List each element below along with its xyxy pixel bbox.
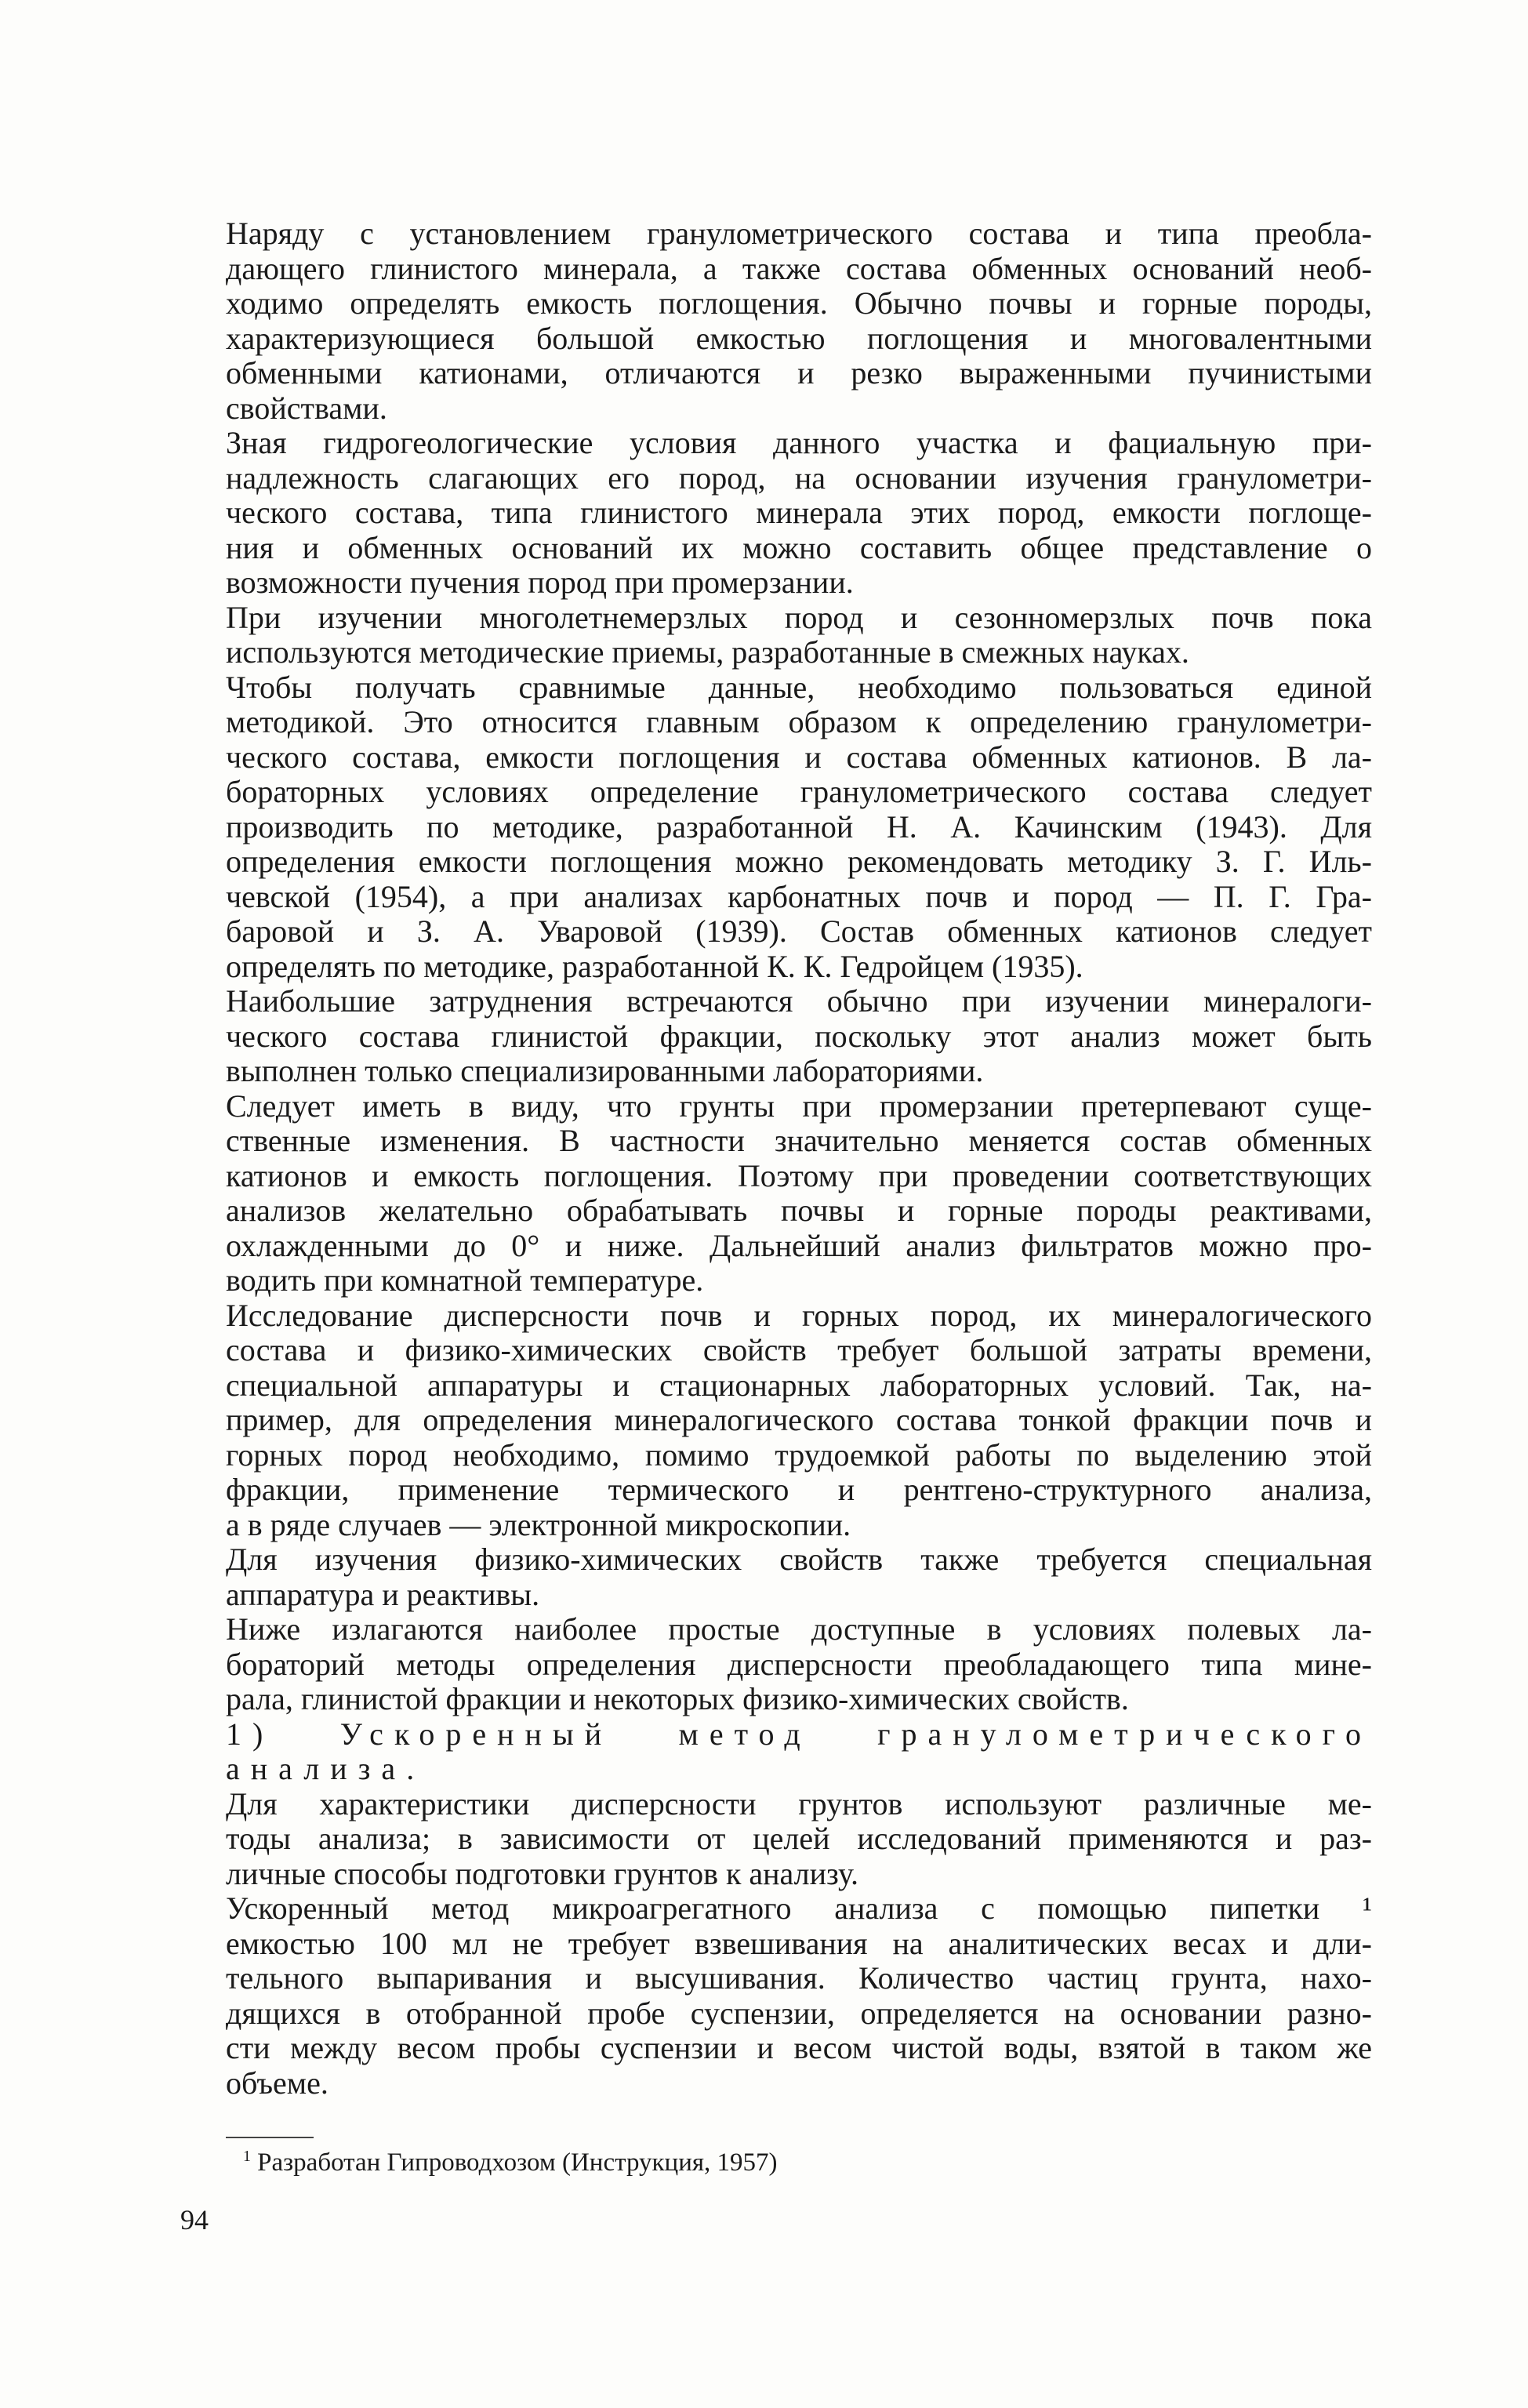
text-line: ческого состава, типа глинистого минерала этих пород, емкости поглоще-: [226, 495, 1372, 530]
footnote-mark: 1: [243, 2148, 251, 2165]
text-line: Наряду с установлением гранулометрического состава и типа преобла-: [226, 216, 1372, 251]
text-line: анализов желательно обрабатывать почвы и горные породы реактивами,: [226, 1193, 1372, 1228]
text-line: Для изучения физико-химических свойств также требуется специальная: [226, 1542, 1372, 1577]
text-line: водить при комнатной температуре.: [226, 1262, 704, 1298]
text-line: Ниже излагаются наиболее простые доступные в условиях полевых ла-: [226, 1611, 1372, 1647]
paragraph: [226, 1089, 1372, 1298]
text-line: При изучении многолетнемерзлых пород и сезонномерзлых почв пока: [226, 599, 1372, 635]
text-line: Следует иметь в виду, что грунты при промерзании претерпевают суще-: [226, 1088, 1372, 1124]
text-line: охлажденными до 0° и ниже. Дальнейший анализ фильтратов можно про-: [226, 1227, 1372, 1263]
text-line: чевской (1954), а при анализах карбонатных почв и пород — П. Г. Гра-: [226, 878, 1372, 914]
paragraph: [226, 1787, 1372, 1892]
paragraph: [226, 984, 1372, 1089]
text-line: обменными катионами, отличаются и резко выраженными пучинистыми: [226, 355, 1372, 390]
text-line: пример, для определения минералогического состава тонкой фракции почв и: [226, 1402, 1372, 1437]
text-line: фракции, применение термического и рентгено-структурного анализа,: [226, 1472, 1372, 1507]
text-line: производить по методике, разработанной Н. А. Качинским (1943). Для: [226, 808, 1372, 844]
text-line: бораторий методы определения дисперсности преобладающего типа мине-: [226, 1646, 1372, 1682]
paragraph: [226, 216, 1372, 426]
paragraph: [226, 1612, 1372, 1717]
paragraph: [226, 1542, 1372, 1612]
footnote-divider: [226, 2137, 314, 2138]
text-line: методикой. Это относится главным образом к определению гранулометри-: [226, 704, 1372, 739]
text-line: анализа.: [226, 1751, 426, 1786]
paragraph: [226, 670, 1372, 985]
text-line: тоды анализа; в зависимости от целей исследований применяются и раз-: [226, 1821, 1372, 1856]
text-line: Для характеристики дисперсности грунтов используют различные ме-: [226, 1785, 1372, 1821]
text-line: ния и обменных оснований их можно составить общее представление о: [226, 529, 1372, 565]
body-text: [226, 216, 1372, 2101]
text-line: Ускоренный метод микроагрегатного анализа с помощью пипетки ¹: [226, 1890, 1372, 1926]
section-heading: [226, 1717, 1372, 1787]
text-line: аппаратура и реактивы.: [226, 1576, 540, 1612]
text-line: выполнен только специализированными лабораториями.: [226, 1053, 984, 1088]
text-line: Чтобы получать сравнимые данные, необходимо пользоваться единой: [226, 669, 1372, 705]
text-line: баровой и З. А. Уваровой (1939). Состав обменных катионов следует: [226, 913, 1372, 949]
paragraph: [226, 1298, 1372, 1543]
text-line: а в ряде случаев — электронной микроскопии.: [226, 1506, 851, 1542]
text-line: Наибольшие затруднения встречаются обычно при изучении минералоги-: [226, 983, 1372, 1019]
text-line: ческого состава глинистой фракции, поскольку этот анализ может быть: [226, 1018, 1372, 1054]
text-line: состава и физико-химических свойств требует большой затраты времени,: [226, 1332, 1372, 1367]
text-line: определения емкости поглощения можно рекомендовать методику З. Г. Иль-: [226, 844, 1372, 879]
text-line: горных пород необходимо, помимо трудоемкой работы по выделению этой: [226, 1436, 1372, 1473]
text-line: ственные изменения. В частности значительно меняется состав обменных: [226, 1123, 1372, 1158]
text-line: рала, глинистой фракции и некоторых физико-химических свойств.: [226, 1681, 1129, 1716]
text-line: ческого состава, емкости поглощения и состава обменных катионов. В ла-: [226, 739, 1372, 775]
text-line: специальной аппаратуры и стационарных лабораторных условий. Так, на-: [226, 1367, 1372, 1403]
text-line: объеме.: [226, 2065, 328, 2101]
text-line: используются методические приемы, разработанные в смежных науках.: [226, 634, 1189, 670]
text-line: дающего глинистого минерала, а также состава обменных оснований необ-: [226, 250, 1372, 286]
footnote-text: Разработан Гипроводхозом (Инструкция, 1957): [257, 2148, 778, 2177]
footnote: [243, 2147, 778, 2178]
text-line: 1) Ускоренный метод гранулометрического: [226, 1716, 1372, 1752]
text-line: емкостью 100 мл не требует взвешивания на аналитических весах и дли-: [226, 1925, 1372, 1961]
text-line: личные способы подготовки грунтов к анализу.: [226, 1855, 858, 1891]
text-line: бораторных условиях определение гранулометрического состава следует: [226, 774, 1372, 809]
paragraph: [226, 601, 1372, 670]
text-line: катионов и емкость поглощения. Поэтому при проведении соответствующих: [226, 1157, 1372, 1193]
page-number: 94: [180, 2204, 209, 2235]
paragraph: [226, 426, 1372, 601]
text-line: тельного выпаривания и высушивания. Количество частиц грунта, нахо-: [226, 1960, 1372, 1996]
text-line: Исследование дисперсности почв и горных пород, их минералогического: [226, 1297, 1372, 1333]
text-line: возможности пучения пород при промерзании.: [226, 565, 854, 600]
text-line: характеризующиеся большой емкостью поглощения и многовалентными: [226, 320, 1372, 356]
text-line: надлежность слагающих его пород, на основании изучения гранулометри-: [226, 459, 1372, 496]
paragraph: [226, 1891, 1372, 2101]
text-line: определять по методике, разработанной К. К. Гедройцем (1935).: [226, 948, 1083, 984]
text-line: сти между весом пробы суспензии и весом чистой воды, взятой в таком же: [226, 2030, 1372, 2065]
text-line: дящихся в отобранной пробе суспензии, определяется на основании разно-: [226, 1995, 1372, 2031]
text-line: ходимо определять емкость поглощения. Обычно почвы и горные породы,: [226, 285, 1372, 321]
text-line: Зная гидрогеологические условия данного участка и фациальную при-: [226, 425, 1372, 460]
text-line: свойствами.: [226, 390, 387, 426]
